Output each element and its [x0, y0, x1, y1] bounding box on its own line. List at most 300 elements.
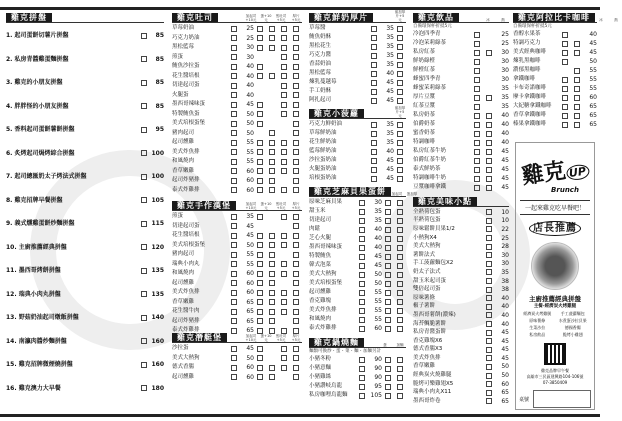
menu-item[interactable]: [6, 24, 164, 48]
option-checkbox[interactable]: [281, 187, 287, 193]
menu-item[interactable]: [172, 91, 302, 101]
option-checkbox[interactable]: [269, 309, 275, 315]
menu-item[interactable]: [172, 222, 302, 232]
option-checkbox[interactable]: [574, 113, 580, 119]
option-checkbox[interactable]: [257, 346, 263, 352]
option-checkbox[interactable]: [257, 365, 263, 371]
order-checkbox[interactable]: [486, 295, 492, 301]
order-checkbox[interactable]: [141, 56, 147, 62]
option-checkbox[interactable]: [474, 140, 480, 146]
menu-item[interactable]: [413, 277, 509, 286]
order-checkbox[interactable]: [231, 26, 237, 32]
option-checkbox[interactable]: [486, 131, 492, 137]
menu-item[interactable]: [513, 120, 597, 129]
option-checkbox[interactable]: [293, 280, 299, 286]
option-checkbox[interactable]: [293, 178, 299, 184]
menu-item[interactable]: [413, 303, 509, 312]
option-checkbox[interactable]: [474, 77, 480, 83]
menu-item[interactable]: [309, 225, 406, 234]
order-checkbox[interactable]: [359, 290, 365, 296]
menu-item[interactable]: [513, 57, 597, 66]
menu-item[interactable]: [413, 217, 509, 226]
menu-item[interactable]: [172, 307, 302, 317]
menu-item[interactable]: [513, 48, 597, 57]
option-checkbox[interactable]: [562, 77, 568, 83]
order-checkbox[interactable]: [486, 287, 492, 293]
option-checkbox[interactable]: [397, 62, 403, 68]
menu-item[interactable]: [6, 118, 164, 142]
order-checkbox[interactable]: [359, 384, 365, 390]
option-checkbox[interactable]: [385, 384, 391, 390]
option-checkbox[interactable]: [397, 140, 403, 146]
option-checkbox[interactable]: [397, 26, 403, 32]
order-checkbox[interactable]: [359, 209, 365, 215]
option-checkbox[interactable]: [293, 346, 299, 352]
option-checkbox[interactable]: [574, 86, 580, 92]
menu-item[interactable]: [172, 279, 302, 289]
menu-item[interactable]: [413, 346, 509, 355]
option-checkbox[interactable]: [269, 140, 275, 146]
menu-item[interactable]: [309, 234, 406, 243]
option-checkbox[interactable]: [257, 233, 263, 239]
menu-item[interactable]: [172, 119, 302, 129]
order-checkbox[interactable]: [359, 375, 365, 381]
option-checkbox[interactable]: [269, 271, 275, 277]
option-checkbox[interactable]: [257, 178, 263, 184]
order-checkbox[interactable]: [141, 197, 147, 203]
option-checkbox[interactable]: [281, 242, 287, 248]
option-checkbox[interactable]: [562, 113, 568, 119]
option-checkbox[interactable]: [281, 45, 287, 51]
menu-item[interactable]: [6, 283, 164, 307]
order-checkbox[interactable]: [371, 167, 377, 173]
menu-item[interactable]: [309, 279, 406, 288]
menu-item[interactable]: [309, 24, 406, 33]
option-checkbox[interactable]: [257, 64, 263, 70]
option-checkbox[interactable]: [293, 365, 299, 371]
menu-item[interactable]: [413, 234, 509, 243]
order-checkbox[interactable]: [371, 71, 377, 77]
order-checkbox[interactable]: [141, 174, 147, 180]
menu-item[interactable]: [6, 48, 164, 72]
menu-item[interactable]: [172, 250, 302, 260]
order-checkbox[interactable]: [371, 53, 377, 59]
order-checkbox[interactable]: [486, 261, 492, 267]
order-checkbox[interactable]: [141, 362, 147, 368]
option-checkbox[interactable]: [474, 167, 480, 173]
option-checkbox[interactable]: [385, 357, 391, 363]
option-checkbox[interactable]: [257, 318, 263, 324]
option-checkbox[interactable]: [397, 227, 403, 233]
option-checkbox[interactable]: [574, 50, 580, 56]
menu-item[interactable]: [172, 288, 302, 298]
menu-item[interactable]: [413, 147, 509, 156]
menu-item[interactable]: [413, 48, 509, 57]
option-checkbox[interactable]: [486, 140, 492, 146]
menu-item[interactable]: [413, 285, 509, 294]
order-checkbox[interactable]: [486, 355, 492, 361]
order-checkbox[interactable]: [359, 218, 365, 224]
option-checkbox[interactable]: [293, 299, 299, 305]
order-checkbox[interactable]: [231, 365, 237, 371]
menu-item[interactable]: [172, 53, 302, 63]
option-checkbox[interactable]: [385, 317, 391, 323]
menu-item[interactable]: [413, 93, 509, 102]
menu-item[interactable]: [172, 241, 302, 251]
option-checkbox[interactable]: [474, 185, 480, 191]
menu-item[interactable]: [309, 270, 406, 279]
menu-item[interactable]: [309, 147, 406, 156]
order-checkbox[interactable]: [359, 254, 365, 260]
option-checkbox[interactable]: [269, 35, 275, 41]
order-checkbox[interactable]: [486, 252, 492, 258]
menu-item[interactable]: [413, 39, 509, 48]
option-checkbox[interactable]: [385, 299, 391, 305]
menu-item[interactable]: [413, 380, 509, 389]
option-checkbox[interactable]: [293, 45, 299, 51]
order-checkbox[interactable]: [359, 263, 365, 269]
menu-item[interactable]: [6, 212, 164, 236]
option-checkbox[interactable]: [293, 187, 299, 193]
order-checkbox[interactable]: [141, 150, 147, 156]
order-checkbox[interactable]: [231, 73, 237, 79]
order-checkbox[interactable]: [231, 102, 237, 108]
option-checkbox[interactable]: [474, 50, 480, 56]
order-checkbox[interactable]: [231, 299, 237, 305]
option-checkbox[interactable]: [385, 393, 391, 399]
option-checkbox[interactable]: [486, 176, 492, 182]
option-checkbox[interactable]: [269, 261, 275, 267]
option-checkbox[interactable]: [269, 299, 275, 305]
option-checkbox[interactable]: [397, 44, 403, 50]
option-checkbox[interactable]: [397, 35, 403, 41]
order-checkbox[interactable]: [231, 374, 237, 380]
menu-item[interactable]: [309, 33, 406, 42]
order-checkbox[interactable]: [231, 140, 237, 146]
option-checkbox[interactable]: [385, 281, 391, 287]
menu-item[interactable]: [309, 297, 406, 306]
option-checkbox[interactable]: [269, 187, 275, 193]
option-checkbox[interactable]: [474, 86, 480, 92]
menu-item[interactable]: [309, 165, 406, 174]
menu-item[interactable]: [309, 174, 406, 183]
menu-item[interactable]: [172, 34, 302, 44]
menu-item[interactable]: [413, 371, 509, 380]
menu-item[interactable]: [6, 95, 164, 119]
option-checkbox[interactable]: [281, 299, 287, 305]
option-checkbox[interactable]: [293, 355, 299, 361]
option-checkbox[interactable]: [257, 102, 263, 108]
menu-item[interactable]: [172, 157, 302, 167]
order-checkbox[interactable]: [231, 64, 237, 70]
option-checkbox[interactable]: [269, 168, 275, 174]
menu-item[interactable]: [513, 30, 597, 39]
option-checkbox[interactable]: [474, 104, 480, 110]
option-checkbox[interactable]: [269, 252, 275, 258]
option-checkbox[interactable]: [385, 200, 391, 206]
order-checkbox[interactable]: [231, 159, 237, 165]
option-checkbox[interactable]: [257, 271, 263, 277]
option-checkbox[interactable]: [574, 68, 580, 74]
option-checkbox[interactable]: [562, 41, 568, 47]
option-checkbox[interactable]: [397, 71, 403, 77]
menu-item[interactable]: [6, 353, 164, 377]
option-checkbox[interactable]: [293, 149, 299, 155]
option-checkbox[interactable]: [397, 53, 403, 59]
menu-item[interactable]: [172, 344, 302, 354]
menu-item[interactable]: [413, 174, 509, 183]
option-checkbox[interactable]: [385, 272, 391, 278]
option-checkbox[interactable]: [385, 263, 391, 269]
option-checkbox[interactable]: [474, 122, 480, 128]
menu-item[interactable]: [172, 298, 302, 308]
order-checkbox[interactable]: [231, 223, 237, 229]
option-checkbox[interactable]: [474, 95, 480, 101]
option-checkbox[interactable]: [257, 261, 263, 267]
option-checkbox[interactable]: [281, 73, 287, 79]
menu-item[interactable]: [172, 212, 302, 222]
option-checkbox[interactable]: [562, 104, 568, 110]
option-checkbox[interactable]: [257, 280, 263, 286]
option-checkbox[interactable]: [257, 355, 263, 361]
order-checkbox[interactable]: [231, 83, 237, 89]
menu-item[interactable]: [413, 354, 509, 363]
menu-item[interactable]: [513, 39, 597, 48]
option-checkbox[interactable]: [385, 308, 391, 314]
option-checkbox[interactable]: [385, 209, 391, 215]
option-checkbox[interactable]: [293, 214, 299, 220]
menu-item[interactable]: [413, 66, 509, 75]
menu-item[interactable]: [6, 165, 164, 189]
menu-item[interactable]: [172, 72, 302, 82]
option-checkbox[interactable]: [474, 68, 480, 74]
order-checkbox[interactable]: [231, 252, 237, 258]
menu-item[interactable]: [413, 75, 509, 84]
option-checkbox[interactable]: [257, 309, 263, 315]
menu-item[interactable]: [513, 102, 597, 111]
option-checkbox[interactable]: [257, 299, 263, 305]
option-checkbox[interactable]: [269, 73, 275, 79]
menu-item[interactable]: [309, 288, 406, 297]
order-checkbox[interactable]: [486, 218, 492, 224]
option-checkbox[interactable]: [385, 254, 391, 260]
order-checkbox[interactable]: [486, 381, 492, 387]
order-checkbox[interactable]: [486, 347, 492, 353]
option-checkbox[interactable]: [293, 83, 299, 89]
order-checkbox[interactable]: [371, 140, 377, 146]
option-checkbox[interactable]: [269, 130, 275, 136]
option-checkbox[interactable]: [397, 176, 403, 182]
option-checkbox[interactable]: [281, 346, 287, 352]
option-checkbox[interactable]: [281, 64, 287, 70]
option-checkbox[interactable]: [269, 149, 275, 155]
order-checkbox[interactable]: [231, 149, 237, 155]
order-checkbox[interactable]: [231, 45, 237, 51]
order-checkbox[interactable]: [359, 281, 365, 287]
option-checkbox[interactable]: [293, 64, 299, 70]
option-checkbox[interactable]: [281, 83, 287, 89]
option-checkbox[interactable]: [562, 86, 568, 92]
menu-item[interactable]: [309, 78, 406, 87]
option-checkbox[interactable]: [293, 130, 299, 136]
menu-item[interactable]: [413, 268, 509, 277]
option-checkbox[interactable]: [281, 35, 287, 41]
order-checkbox[interactable]: [486, 278, 492, 284]
menu-item[interactable]: [513, 93, 597, 102]
order-checkbox[interactable]: [486, 321, 492, 327]
option-checkbox[interactable]: [397, 218, 403, 224]
menu-item[interactable]: [172, 138, 302, 148]
order-checkbox[interactable]: [359, 299, 365, 305]
menu-item[interactable]: [6, 377, 164, 401]
menu-item[interactable]: [309, 216, 406, 225]
option-checkbox[interactable]: [293, 261, 299, 267]
option-checkbox[interactable]: [562, 122, 568, 128]
order-checkbox[interactable]: [231, 121, 237, 127]
order-checkbox[interactable]: [231, 214, 237, 220]
menu-item[interactable]: [413, 57, 509, 66]
option-checkbox[interactable]: [269, 242, 275, 248]
option-checkbox[interactable]: [574, 41, 580, 47]
option-checkbox[interactable]: [562, 95, 568, 101]
order-checkbox[interactable]: [231, 54, 237, 60]
option-checkbox[interactable]: [397, 299, 403, 305]
option-checkbox[interactable]: [397, 149, 403, 155]
menu-item[interactable]: [172, 186, 302, 196]
menu-item[interactable]: [513, 111, 597, 120]
option-checkbox[interactable]: [486, 113, 492, 119]
option-checkbox[interactable]: [574, 77, 580, 83]
order-checkbox[interactable]: [231, 261, 237, 267]
option-checkbox[interactable]: [281, 233, 287, 239]
option-checkbox[interactable]: [269, 159, 275, 165]
order-checkbox[interactable]: [231, 130, 237, 136]
option-checkbox[interactable]: [474, 176, 480, 182]
order-checkbox[interactable]: [371, 44, 377, 50]
option-checkbox[interactable]: [257, 159, 263, 165]
option-checkbox[interactable]: [257, 149, 263, 155]
option-checkbox[interactable]: [474, 158, 480, 164]
order-checkbox[interactable]: [141, 291, 147, 297]
option-checkbox[interactable]: [257, 252, 263, 258]
menu-item[interactable]: [513, 75, 597, 84]
menu-item[interactable]: [172, 148, 302, 158]
option-checkbox[interactable]: [397, 317, 403, 323]
menu-item[interactable]: [413, 363, 509, 372]
order-checkbox[interactable]: [141, 338, 147, 344]
option-checkbox[interactable]: [293, 223, 299, 229]
menu-item[interactable]: [413, 294, 509, 303]
menu-item[interactable]: [6, 306, 164, 330]
menu-item[interactable]: [309, 96, 406, 105]
menu-item[interactable]: [309, 315, 406, 324]
option-checkbox[interactable]: [385, 375, 391, 381]
menu-item[interactable]: [6, 236, 164, 260]
menu-item[interactable]: [309, 252, 406, 261]
order-checkbox[interactable]: [486, 235, 492, 241]
option-checkbox[interactable]: [486, 158, 492, 164]
order-checkbox[interactable]: [359, 245, 365, 251]
option-checkbox[interactable]: [397, 375, 403, 381]
option-checkbox[interactable]: [257, 45, 263, 51]
menu-item[interactable]: [172, 110, 302, 120]
menu-item[interactable]: [413, 337, 509, 346]
option-checkbox[interactable]: [474, 131, 480, 137]
order-checkbox[interactable]: [371, 131, 377, 137]
order-checkbox[interactable]: [141, 33, 147, 39]
menu-item[interactable]: [309, 198, 406, 207]
option-checkbox[interactable]: [281, 168, 287, 174]
option-checkbox[interactable]: [257, 140, 263, 146]
menu-item[interactable]: [172, 363, 302, 373]
menu-item[interactable]: [413, 328, 509, 337]
order-checkbox[interactable]: [141, 103, 147, 109]
order-checkbox[interactable]: [141, 385, 147, 391]
option-checkbox[interactable]: [281, 271, 287, 277]
order-checkbox[interactable]: [231, 346, 237, 352]
table-number-field[interactable]: [533, 390, 591, 408]
option-checkbox[interactable]: [293, 121, 299, 127]
menu-item[interactable]: [413, 320, 509, 329]
menu-item[interactable]: [309, 306, 406, 315]
menu-item[interactable]: [309, 324, 406, 333]
order-checkbox[interactable]: [371, 26, 377, 32]
order-checkbox[interactable]: [359, 227, 365, 233]
option-checkbox[interactable]: [269, 45, 275, 51]
option-checkbox[interactable]: [293, 168, 299, 174]
menu-item[interactable]: [513, 66, 597, 75]
option-checkbox[interactable]: [269, 178, 275, 184]
menu-item[interactable]: [413, 138, 509, 147]
menu-item[interactable]: [309, 364, 406, 373]
option-checkbox[interactable]: [293, 111, 299, 117]
option-checkbox[interactable]: [397, 254, 403, 260]
order-checkbox[interactable]: [231, 111, 237, 117]
option-checkbox[interactable]: [257, 242, 263, 248]
menu-item[interactable]: [172, 129, 302, 139]
order-checkbox[interactable]: [371, 98, 377, 104]
qr-code[interactable]: [544, 343, 566, 365]
option-checkbox[interactable]: [397, 122, 403, 128]
option-checkbox[interactable]: [474, 41, 480, 47]
option-checkbox[interactable]: [281, 159, 287, 165]
option-checkbox[interactable]: [385, 290, 391, 296]
order-checkbox[interactable]: [231, 280, 237, 286]
option-checkbox[interactable]: [257, 374, 263, 380]
option-checkbox[interactable]: [281, 111, 287, 117]
order-checkbox[interactable]: [486, 398, 492, 404]
order-checkbox[interactable]: [359, 236, 365, 242]
option-checkbox[interactable]: [281, 92, 287, 98]
option-checkbox[interactable]: [397, 281, 403, 287]
option-checkbox[interactable]: [562, 32, 568, 38]
order-checkbox[interactable]: [359, 308, 365, 314]
option-checkbox[interactable]: [385, 227, 391, 233]
option-checkbox[interactable]: [385, 326, 391, 332]
option-checkbox[interactable]: [385, 218, 391, 224]
menu-item[interactable]: [413, 30, 509, 39]
option-checkbox[interactable]: [397, 245, 403, 251]
order-checkbox[interactable]: [231, 242, 237, 248]
option-checkbox[interactable]: [397, 131, 403, 137]
option-checkbox[interactable]: [281, 140, 287, 146]
menu-item[interactable]: [172, 231, 302, 241]
order-checkbox[interactable]: [371, 149, 377, 155]
option-checkbox[interactable]: [293, 252, 299, 258]
menu-item[interactable]: [309, 261, 406, 270]
option-checkbox[interactable]: [293, 92, 299, 98]
order-checkbox[interactable]: [231, 168, 237, 174]
